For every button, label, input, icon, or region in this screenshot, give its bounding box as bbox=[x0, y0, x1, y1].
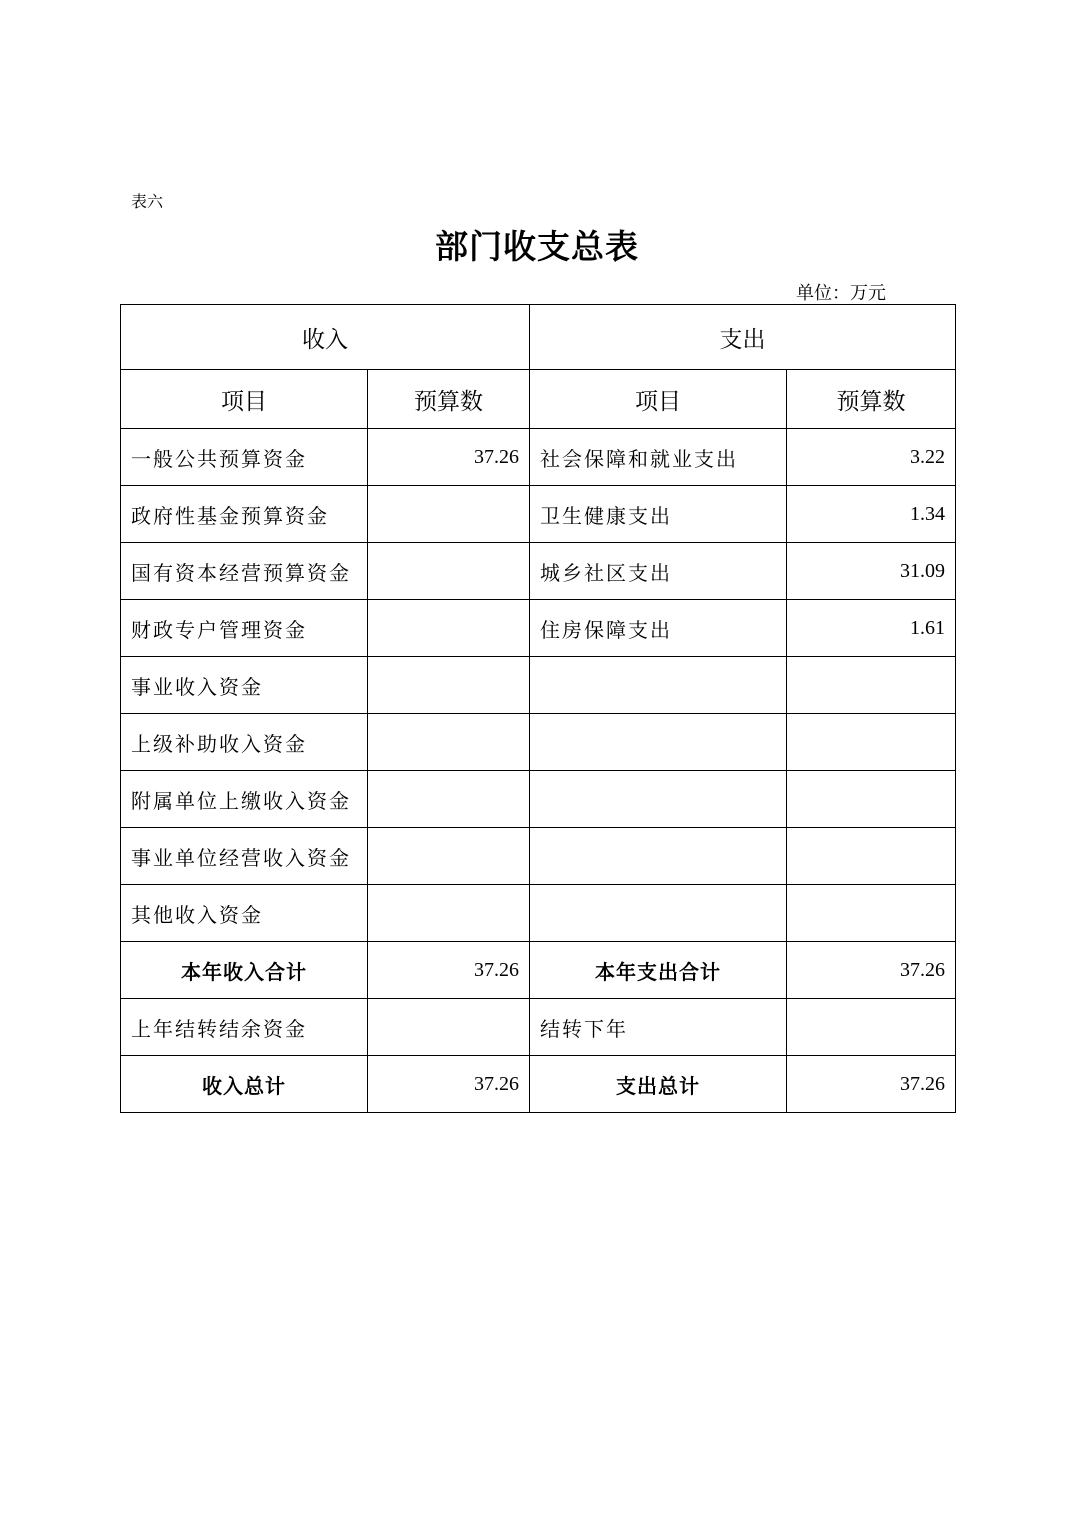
expense-amount-cell: 37.26 bbox=[787, 942, 956, 999]
expense-amount-cell bbox=[787, 714, 956, 771]
income-item-cell: 附属单位上缴收入资金 bbox=[121, 771, 368, 828]
table-row bbox=[121, 1056, 956, 1113]
table-row bbox=[121, 657, 956, 714]
table-row bbox=[121, 600, 956, 657]
expense-amount-cell bbox=[787, 828, 956, 885]
income-amount-cell bbox=[368, 885, 530, 942]
budget-summary-table bbox=[120, 304, 956, 1113]
income-item-cell: 事业收入资金 bbox=[121, 657, 368, 714]
expense-amount-cell: 37.26 bbox=[787, 1056, 956, 1113]
expense-amount-cell: 1.61 bbox=[787, 600, 956, 657]
expense-item-cell bbox=[530, 885, 787, 942]
income-group-header: 收入 bbox=[121, 305, 530, 370]
income-item-cell: 一般公共预算资金 bbox=[121, 429, 368, 486]
expense-amount-header: 预算数 bbox=[787, 370, 956, 429]
expense-item-cell bbox=[530, 828, 787, 885]
income-amount-cell bbox=[368, 657, 530, 714]
expense-amount-cell: 1.34 bbox=[787, 486, 956, 543]
income-item-cell: 收入总计 bbox=[121, 1056, 368, 1113]
group-header-row bbox=[121, 305, 956, 370]
income-amount-header: 预算数 bbox=[368, 370, 530, 429]
expense-item-cell bbox=[530, 771, 787, 828]
income-item-cell: 其他收入资金 bbox=[121, 885, 368, 942]
table-row bbox=[121, 771, 956, 828]
expense-item-cell: 本年支出合计 bbox=[530, 942, 787, 999]
expense-amount-cell: 31.09 bbox=[787, 543, 956, 600]
column-header-row bbox=[121, 370, 956, 429]
table-row bbox=[121, 543, 956, 600]
table-row bbox=[121, 486, 956, 543]
expense-amount-cell bbox=[787, 999, 956, 1056]
income-item-cell: 事业单位经营收入资金 bbox=[121, 828, 368, 885]
table-row bbox=[121, 429, 956, 486]
income-amount-cell: 37.26 bbox=[368, 942, 530, 999]
unit-label: 单位：万元 bbox=[796, 283, 886, 304]
income-item-header: 项目 bbox=[121, 370, 368, 429]
table-row bbox=[121, 885, 956, 942]
expense-item-cell: 支出总计 bbox=[530, 1056, 787, 1113]
income-amount-cell: 37.26 bbox=[368, 1056, 530, 1113]
expense-item-cell: 住房保障支出 bbox=[530, 600, 787, 657]
expense-amount-cell bbox=[787, 657, 956, 714]
income-amount-cell bbox=[368, 543, 530, 600]
table-row bbox=[121, 999, 956, 1056]
income-amount-cell: 37.26 bbox=[368, 429, 530, 486]
income-item-cell: 国有资本经营预算资金 bbox=[121, 543, 368, 600]
income-amount-cell bbox=[368, 714, 530, 771]
expense-group-header: 支出 bbox=[530, 305, 956, 370]
expense-item-cell: 城乡社区支出 bbox=[530, 543, 787, 600]
income-item-cell: 上年结转结余资金 bbox=[121, 999, 368, 1056]
expense-amount-cell: 3.22 bbox=[787, 429, 956, 486]
income-amount-cell bbox=[368, 771, 530, 828]
table-row bbox=[121, 714, 956, 771]
income-amount-cell bbox=[368, 828, 530, 885]
expense-item-cell bbox=[530, 714, 787, 771]
income-amount-cell bbox=[368, 999, 530, 1056]
table-row bbox=[121, 942, 956, 999]
income-amount-cell bbox=[368, 600, 530, 657]
expense-amount-cell bbox=[787, 771, 956, 828]
expense-item-header: 项目 bbox=[530, 370, 787, 429]
income-item-cell: 本年收入合计 bbox=[121, 942, 368, 999]
income-amount-cell bbox=[368, 486, 530, 543]
expense-amount-cell bbox=[787, 885, 956, 942]
income-item-cell: 财政专户管理资金 bbox=[121, 600, 368, 657]
income-item-cell: 政府性基金预算资金 bbox=[121, 486, 368, 543]
income-item-cell: 上级补助收入资金 bbox=[121, 714, 368, 771]
page-title: 部门收支总表 bbox=[435, 227, 639, 266]
expense-item-cell: 卫生健康支出 bbox=[530, 486, 787, 543]
expense-item-cell: 结转下年 bbox=[530, 999, 787, 1056]
table-number: 表六 bbox=[131, 192, 164, 211]
expense-item-cell bbox=[530, 657, 787, 714]
table-row bbox=[121, 828, 956, 885]
expense-item-cell: 社会保障和就业支出 bbox=[530, 429, 787, 486]
